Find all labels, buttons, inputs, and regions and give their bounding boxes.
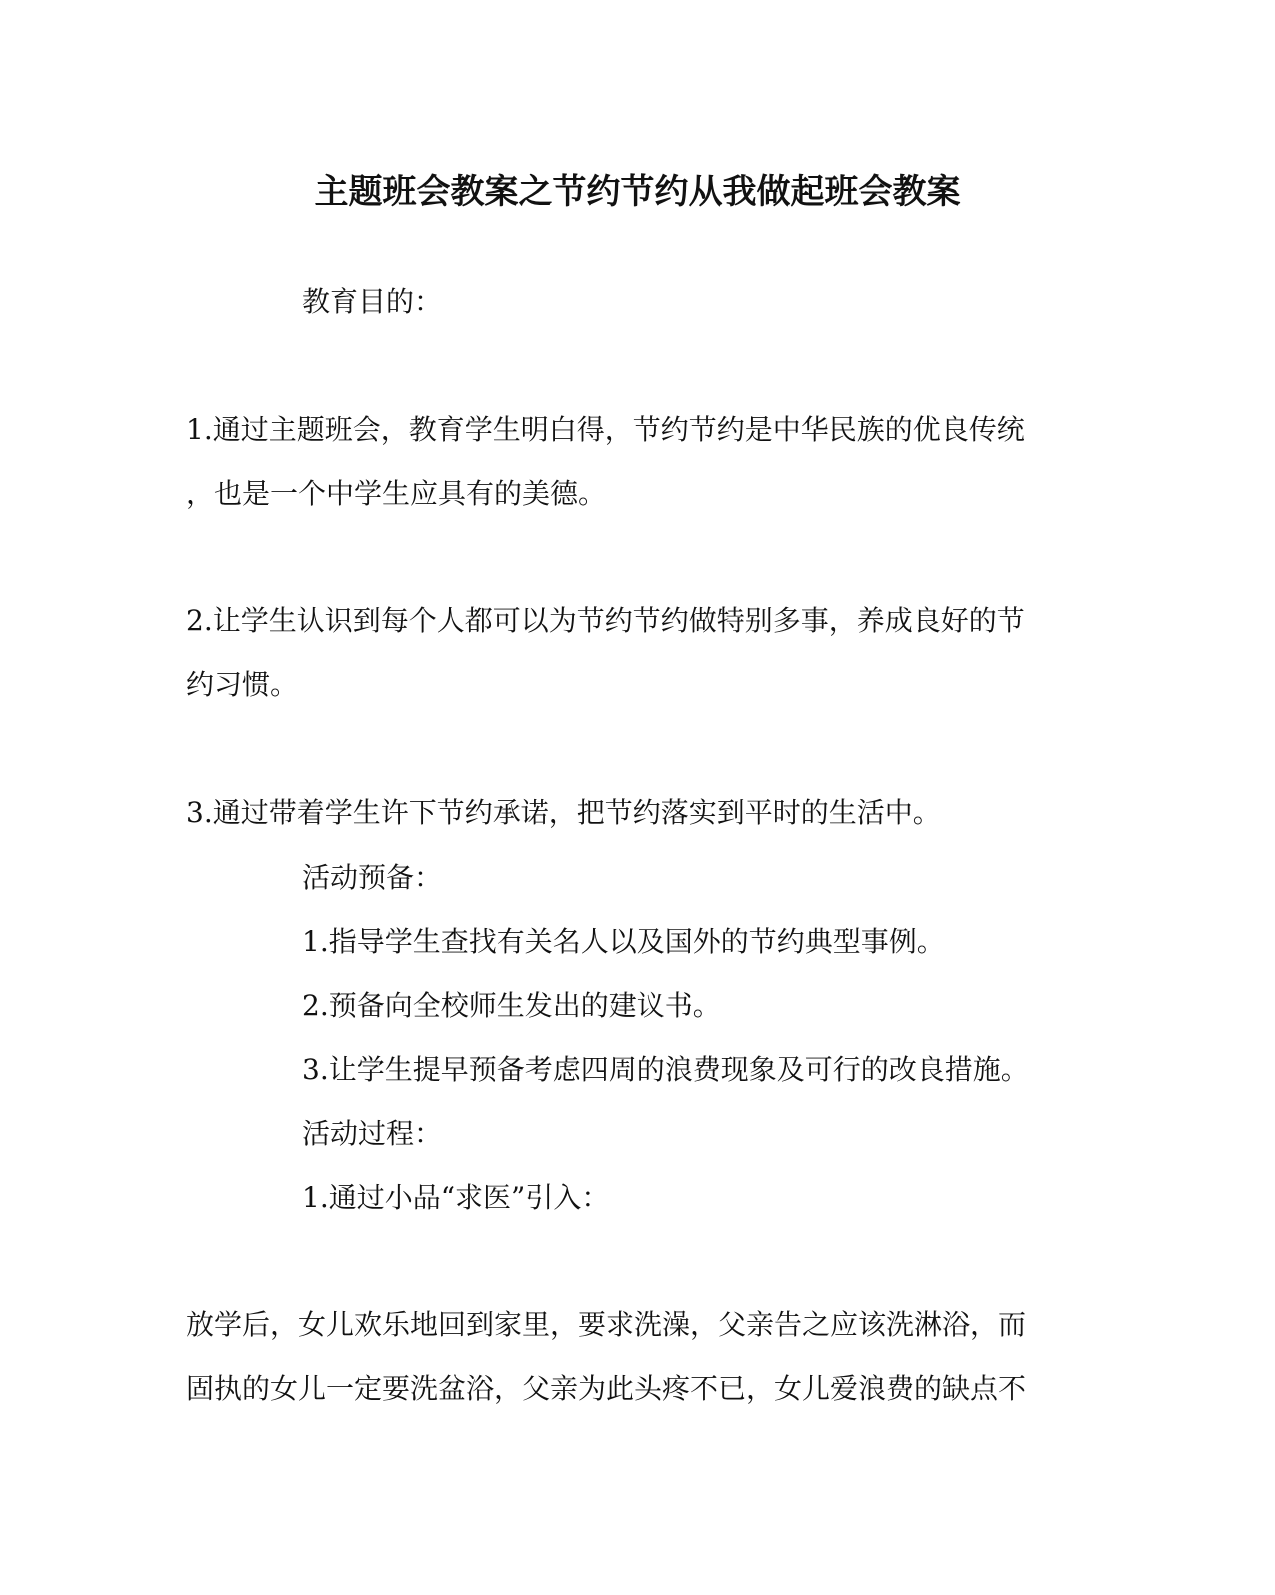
paragraph-line: ，也是一个中学生应具有的美德。 [186,477,607,510]
section-heading-process: 活动过程： [302,1117,443,1150]
paragraph-line: 约习惯。 [186,668,299,701]
paragraph-line: 1.通过小品“求医”引入： [302,1181,610,1214]
section-heading-objectives: 教育目的： [302,285,443,318]
paragraph-line: 3.通过带着学生许下节约承诺，把节约落实到平时的生活中。 [186,796,941,829]
paragraph-line: 固执的女儿一定要洗盆浴，父亲为此头疼不已，女儿爱浪费的缺点不 [186,1372,1027,1405]
section-heading-preparation: 活动预备： [302,861,443,894]
paragraph-line: 2.让学生认识到每个人都可以为节约节约做特别多事，养成良好的节 [186,604,1025,637]
paragraph-line: 1.指导学生查找有关名人以及国外的节约典型事例。 [302,925,945,958]
paragraph-line: 2.预备向全校师生发出的建议书。 [302,989,721,1022]
paragraph-line: 1.通过主题班会，教育学生明白得，节约节约是中华民族的优良传统 [186,413,1025,446]
paragraph-line: 3.让学生提早预备考虑四周的浪费现象及可行的改良措施。 [302,1053,1029,1086]
document-title: 主题班会教案之节约节约从我做起班会教案 [314,172,961,212]
paragraph-line: 放学后，女儿欢乐地回到家里，要求洗澡，父亲告之应该洗淋浴，而 [186,1308,1027,1341]
